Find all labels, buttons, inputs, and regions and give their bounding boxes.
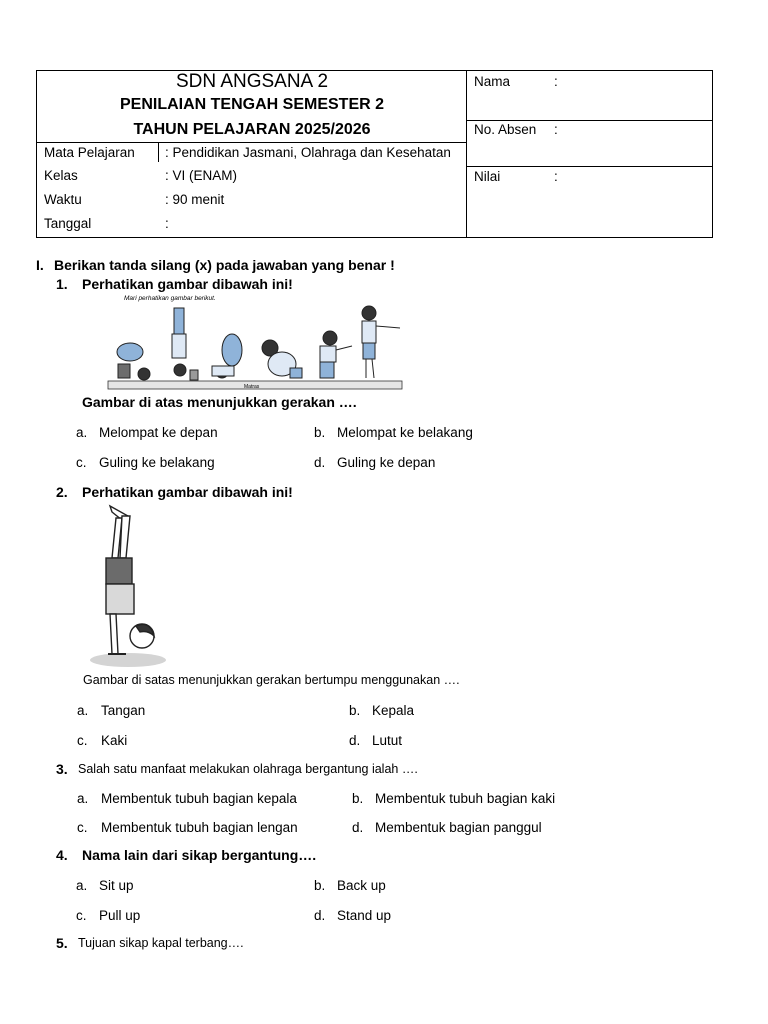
q1-option-d-letter[interactable]: d. [314, 455, 326, 470]
q1-option-d[interactable]: Guling ke depan [337, 455, 436, 470]
q3-option-c-letter[interactable]: c. [77, 820, 88, 835]
section-title: Berikan tanda silang (x) pada jawaban yang benar ! [54, 257, 395, 273]
q2-option-a[interactable]: Tangan [101, 703, 146, 718]
time-value: : 90 menit [165, 192, 225, 207]
exam-title: PENILAIAN TENGAH SEMESTER 2 [119, 96, 385, 113]
header-divider-right-1 [466, 120, 713, 121]
q3-option-d[interactable]: Membentuk bagian panggul [375, 820, 542, 835]
q4-option-c-letter[interactable]: c. [76, 908, 87, 923]
q2-option-d-letter[interactable]: d. [349, 733, 361, 748]
subject-label: Mata Pelajaran [44, 145, 135, 160]
date-value: : [165, 216, 169, 231]
q3-text: Salah satu manfaat melakukan olahraga bergantung ialah …. [78, 762, 418, 776]
roll-figure-5-icon [320, 331, 352, 378]
q3-option-a-letter[interactable]: a. [77, 791, 89, 806]
section-number: I. [36, 257, 44, 273]
class-label: Kelas [44, 168, 78, 183]
q4-option-a-letter[interactable]: a. [76, 878, 88, 893]
q1-option-c[interactable]: Guling ke belakang [99, 455, 215, 470]
header-divider-left [36, 142, 467, 143]
absen-label: No. Absen [474, 122, 537, 137]
handstand-figure-icon [106, 506, 154, 654]
q4-option-d[interactable]: Stand up [337, 908, 392, 923]
score-label: Nilai [474, 169, 501, 184]
q1-option-c-letter[interactable]: c. [76, 455, 87, 470]
q2-stem: Gambar di satas menunjukkan gerakan bertumpu menggunakan …. [83, 673, 460, 687]
q2-option-b-letter[interactable]: b. [349, 703, 361, 718]
q2-option-b[interactable]: Kepala [372, 703, 415, 718]
q4-option-a[interactable]: Sit up [99, 878, 134, 893]
subject-value: : Pendidikan Jasmani, Olahraga dan Kesehatan [165, 145, 451, 160]
q4-option-b[interactable]: Back up [337, 878, 386, 893]
q4-number: 4. [56, 847, 68, 863]
name-field[interactable]: : [554, 74, 558, 89]
school-name: SDN ANGSANA 2 [175, 71, 329, 92]
q3-option-d-letter[interactable]: d. [352, 820, 364, 835]
illustration-caption: Mari perhatikan gambar berikut. [124, 295, 216, 302]
roll-figure-3-icon [212, 334, 242, 378]
q3-option-a[interactable]: Membentuk tubuh bagian kepala [101, 791, 297, 806]
q1-stem: Gambar di atas menunjukkan gerakan …. [82, 394, 357, 410]
class-value: : VI (ENAM) [165, 168, 238, 183]
roll-figure-2-icon [172, 308, 198, 380]
forward-roll-illustration [104, 292, 404, 392]
header-divider-right-2 [466, 166, 713, 167]
date-label: Tanggal [44, 216, 92, 231]
handstand-illustration [88, 502, 172, 670]
q1-option-b[interactable]: Melompat ke belakang [337, 425, 473, 440]
q2-option-c[interactable]: Kaki [101, 733, 128, 748]
q2-text: Perhatikan gambar dibawah ini! [82, 484, 293, 500]
q2-option-c-letter[interactable]: c. [77, 733, 88, 748]
q4-option-c[interactable]: Pull up [99, 908, 141, 923]
q1-option-b-letter[interactable]: b. [314, 425, 326, 440]
q4-option-d-letter[interactable]: d. [314, 908, 326, 923]
q5-text: Tujuan sikap kapal terbang…. [78, 936, 244, 950]
score-field[interactable]: : [554, 169, 558, 184]
header-divider-label-col [158, 142, 159, 162]
q1-number: 1. [56, 276, 68, 292]
time-label: Waktu [44, 192, 82, 207]
q3-option-b-letter[interactable]: b. [352, 791, 364, 806]
roll-figure-4-icon [262, 340, 302, 378]
q3-option-b[interactable]: Membentuk tubuh bagian kaki [375, 791, 556, 806]
q4-text: Nama lain dari sikap bergantung…. [82, 847, 317, 863]
q3-option-c[interactable]: Membentuk tubuh bagian lengan [101, 820, 298, 835]
q1-text: Perhatikan gambar dibawah ini! [82, 276, 293, 292]
roll-figure-1-icon [117, 343, 150, 380]
q1-option-a-letter[interactable]: a. [76, 425, 88, 440]
q1-option-a[interactable]: Melompat ke depan [99, 425, 218, 440]
mat-label: Matras [244, 384, 260, 390]
roll-figure-6-icon [362, 306, 400, 378]
q4-option-b-letter[interactable]: b. [314, 878, 326, 893]
q2-number: 2. [56, 484, 68, 500]
q2-option-a-letter[interactable]: a. [77, 703, 89, 718]
shadow-icon [90, 653, 166, 667]
school-year: TAHUN PELAJARAN 2025/2026 [133, 121, 371, 138]
name-label: Nama [474, 74, 511, 89]
q2-option-d[interactable]: Lutut [372, 733, 403, 748]
q3-number: 3. [56, 761, 68, 777]
q5-number: 5. [56, 935, 68, 951]
absen-field[interactable]: : [554, 122, 558, 137]
